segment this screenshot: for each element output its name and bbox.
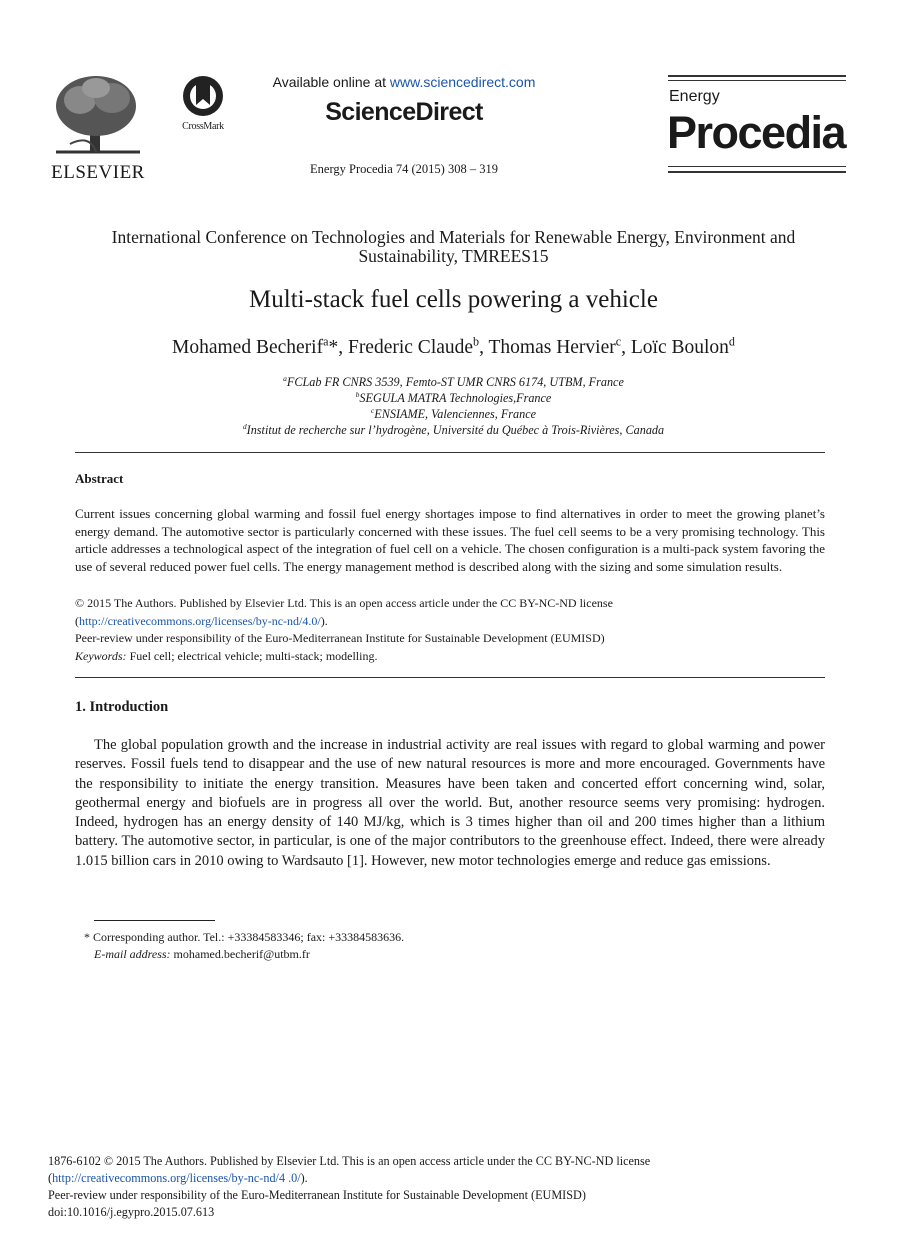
elsevier-wordmark: ELSEVIER [51, 162, 145, 183]
sciencedirect-wordmark: ScienceDirect [325, 98, 483, 126]
available-prefix: Available online at [272, 74, 390, 90]
affiliation-sup: c [370, 405, 375, 415]
abstract-top-rule [75, 452, 825, 453]
sciencedirect-link[interactable]: www.sciencedirect.com [389, 74, 536, 90]
author-separator: , [338, 337, 348, 358]
abstract-license [75, 613, 825, 631]
conference-name [40, 228, 867, 266]
introduction-heading: 1. Introduction [75, 699, 169, 715]
footer-copyright: 1876-6102 © 2015 The Authors. Published by Elsevier Ltd. This is an open access article under the CC BY-NC-ND license [48, 1154, 651, 1168]
author-name: Frederic Claude [347, 337, 474, 358]
license-open: ( [48, 1171, 53, 1185]
author-name: Mohamed Becherif [172, 337, 324, 358]
footnote-corresponding: * Corresponding author. Tel.: +33384583346; fax: +33384583636. [84, 930, 405, 944]
logo-rule-top [668, 75, 846, 77]
available-online [254, 74, 554, 90]
author-affil: b [473, 334, 480, 349]
paper-title: Multi-stack fuel cells powering a vehicle [249, 286, 658, 313]
abstract-body: Current issues concerning global warming and fossil fuel energy shortages impose to find alternatives in order to meet the growing planet’s energy demand. The automotive sector is particularly concerned with these issues. The fuel cell seems to be a very promising technology. This article addresses a technological aspect of the integration of fuel cell on a vehicle. The chosen configuration is a multi-pack system favoring the use of several reduced power fuel cells. The energy management method is described along with the sizing and some simulation results. [75, 506, 825, 574]
author [488, 334, 631, 358]
affiliation-text: Institut de recherche sur l’hydrogène, Université du Québec à Trois-Rivières, Canada [246, 423, 665, 437]
abstract-heading: Abstract [75, 471, 124, 486]
affiliation-sup: a [283, 373, 287, 383]
author [347, 334, 489, 358]
author-mark: * [328, 337, 339, 358]
footnote-email [84, 946, 824, 963]
crossmark-label: CrossMark [182, 121, 224, 132]
license-close: ). [320, 613, 328, 628]
footnote-rule [94, 920, 215, 921]
footer-doi: doi:10.1016/j.egypro.2015.07.613 [48, 1205, 215, 1219]
page-footer [48, 1153, 848, 1221]
author-separator: , [479, 337, 489, 358]
license-open: ( [75, 613, 79, 628]
introduction-body: The global population growth and the increase in industrial activity are real issues with regard to global warming and power reserves. Fossil fuels tend to disappear and the use of new natural resources is more and more encouraged. Governments have the responsibility to initiate the energy transition. Measures have been taken and concerted effort concerning wind, solar, geothermal energy and biofuels are in progress all over the world. But, another resource seems very promising: hydrogen. Indeed, hydrogen has an energy density of 140 MJ/kg, which is 3 times higher than oil and 200 times higher than a lithium battery. The automotive sector, in particular, is one of the major contributors to the greenhouse effect. Indeed, there were already 1.015 billion cars in 2010 owing to Wardsauto [1]. However, new motor technologies emerge and reduce gas emissions. [75, 737, 825, 869]
email-label: E-mail address: [94, 946, 171, 961]
abstract-keywords [75, 648, 825, 666]
author-affil: a [323, 334, 329, 349]
author-list [40, 334, 867, 359]
affiliation-text: FCLab FR CNRS 3539, Femto-ST UMR CNRS 6174, UTBM, France [286, 375, 624, 389]
affiliation [40, 374, 867, 390]
author-affil: c [615, 334, 622, 349]
affiliation [40, 390, 867, 406]
affiliation-sup: b [355, 389, 360, 399]
abstract-copyright: © 2015 The Authors. Published by Elsevier Ltd. This is an open access article under the CC BY-NC-ND license [75, 596, 613, 610]
elsevier-tree-icon [50, 74, 146, 156]
abstract-peer-review: Peer-review under responsibility of the Euro-Mediterranean Institute for Sustainable Development (EUMISD) [75, 631, 605, 645]
keywords-label: Keywords: [75, 648, 127, 663]
affiliation [40, 422, 867, 438]
author-separator: , [621, 337, 631, 358]
logo-procedia: Procedia [667, 107, 846, 158]
logo-energy: Energy [669, 88, 720, 105]
affiliation-list [40, 374, 867, 438]
journal-reference: Energy Procedia 74 (2015) 308 – 319 [310, 162, 498, 176]
affiliation [40, 406, 867, 422]
logo-rule-bottom-2 [668, 171, 846, 173]
email-address[interactable]: mohamed.becherif@utbm.fr [170, 946, 310, 961]
logo-rule-bottom [668, 166, 846, 167]
conference-line-1: International Conference on Technologies and Materials for Renewable Energy, Environment and [111, 227, 796, 247]
keywords-text: Fuel cell; electrical vehicle; multi-stack; modelling. [126, 648, 378, 663]
license-close: ). [300, 1171, 308, 1185]
affiliation-text: SEGULA MATRA Technologies,France [359, 391, 552, 405]
elsevier-logo [50, 74, 146, 183]
footer-license-link[interactable]: http://creativecommons.org/licenses/by-nc-nd/4 .0/ [52, 1171, 301, 1185]
abstract-meta [75, 595, 825, 665]
footer-license [48, 1170, 848, 1187]
author [172, 334, 348, 358]
footnote [84, 929, 824, 962]
footer-peer-review: Peer-review under responsibility of the Euro-Mediterranean Institute for Sustainable Development (EUMISD) [48, 1188, 586, 1202]
crossmark-logo[interactable] [172, 74, 234, 134]
conference-line-2: Sustainability, TMREES15 [358, 246, 549, 266]
abstract-bottom-rule [75, 677, 825, 678]
affiliation-sup: d [242, 421, 247, 431]
affiliation-text: ENSIAME, Valenciennes, France [374, 407, 537, 421]
author-name: Loïc Boulon [630, 337, 729, 358]
logo-rule-top-2 [668, 80, 846, 81]
crossmark-icon [181, 74, 225, 118]
energy-procedia-logo [668, 74, 846, 176]
author-affil: d [728, 334, 735, 349]
author-name: Thomas Hervier [488, 337, 616, 358]
abstract-license-link[interactable]: http://creativecommons.org/licenses/by-nc-nd/4.0/ [79, 613, 321, 628]
author [630, 334, 735, 358]
